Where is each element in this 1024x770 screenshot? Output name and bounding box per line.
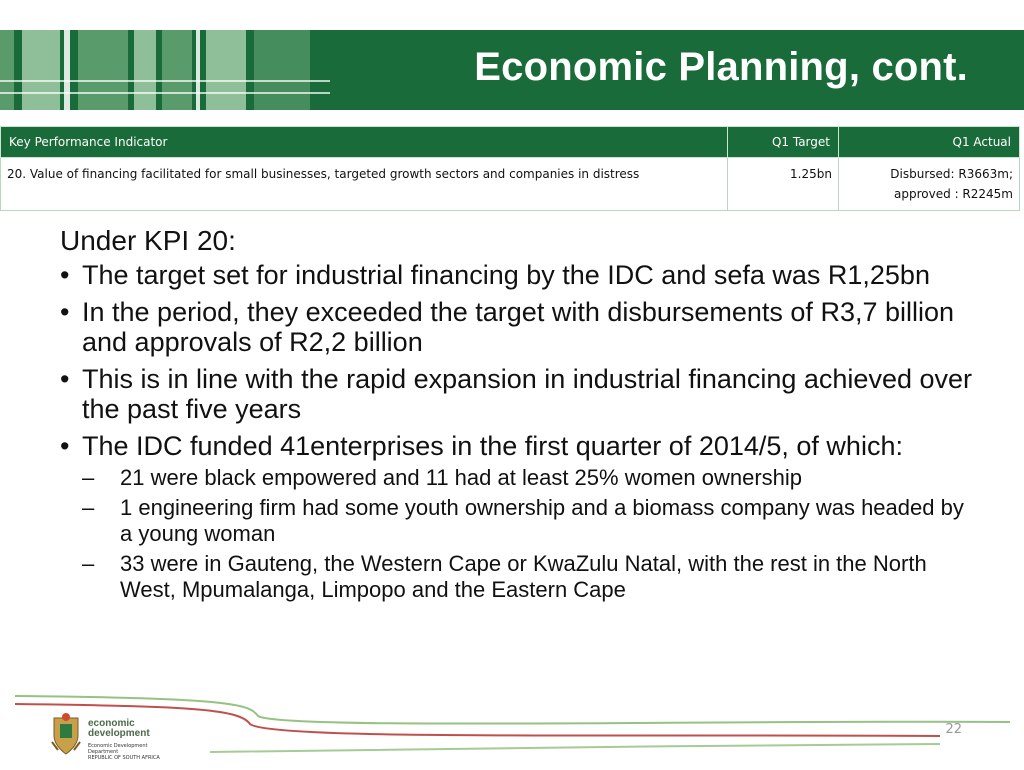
- bullet-item: • This is in line with the rapid expansion in industrial financing achieved over the past five years: [60, 364, 980, 424]
- footer-line-green-lower: [210, 744, 940, 752]
- col-header-kpi: Key Performance Indicator: [1, 127, 728, 158]
- sub-bullet-item: – 21 were black empowered and 11 had at least 25% women ownership: [82, 465, 980, 491]
- header-stripe: [0, 30, 14, 110]
- slide-content: [60, 224, 980, 610]
- logo-dept-line: [88, 743, 178, 761]
- actual-disbursed: Disbursed: R3663m;: [890, 167, 1013, 181]
- header-line: [0, 80, 330, 82]
- sub-bullet-item: – 33 were in Gauteng, the Western Cape or KwaZulu Natal, with the rest in the North West, Mpumalanga, Limpopo and the Eastern Cape: [82, 551, 980, 603]
- bullet-item: • In the period, they exceeded the target with disbursements of R3,7 billion and approvals of R2,2 billion: [60, 297, 980, 357]
- logo-word-development: development: [88, 728, 150, 739]
- header-line: [0, 92, 330, 94]
- col-header-q1-target: Q1 Target: [728, 127, 839, 158]
- coat-of-arms-icon: [50, 712, 82, 756]
- lead-text: Under KPI 20:: [60, 225, 236, 256]
- logo-country: REPUBLIC OF SOUTH AFRICA: [88, 755, 160, 761]
- bullet-item: • The target set for industrial financing by the IDC and sefa was R1,25bn: [60, 260, 980, 290]
- header-stripe: [162, 30, 192, 110]
- table-header-row: [1, 127, 1020, 158]
- kpi-table: [0, 126, 1020, 211]
- bullet-item: [60, 431, 980, 603]
- header-stripe: [206, 30, 246, 110]
- logo-dept: Economic Development Department: [88, 743, 148, 755]
- table-row: [1, 158, 1020, 211]
- slide-title: Economic Planning, cont.: [474, 45, 968, 89]
- actual-approved: approved : R2245m: [894, 187, 1013, 201]
- header-stripe: [78, 30, 128, 110]
- bullet-text: The IDC funded 41enterprises in the first quarter of 2014/5, of which:: [82, 431, 903, 461]
- col-header-q1-actual: Q1 Actual: [839, 127, 1020, 158]
- cell-kpi: 20. Value of financing facilitated for small businesses, targeted growth sectors and companies in distress: [1, 158, 728, 211]
- cell-q1-actual: [839, 158, 1020, 211]
- header-stripe: [64, 30, 70, 110]
- header-stripe: [196, 30, 200, 110]
- logo-word-economic: economic: [88, 718, 135, 729]
- header-stripe: [22, 30, 60, 110]
- sub-bullet-list: [82, 465, 980, 603]
- bullet-list: [60, 260, 980, 603]
- sub-bullet-item: – 1 engineering firm had some youth ownership and a biomass company was headed by a young woman: [82, 495, 980, 547]
- page-number: 22: [945, 722, 962, 737]
- header-stripe: [254, 30, 310, 110]
- economic-development-logo: [50, 712, 210, 760]
- cell-q1-target: 1.25bn: [728, 158, 839, 211]
- header-stripe: [134, 30, 156, 110]
